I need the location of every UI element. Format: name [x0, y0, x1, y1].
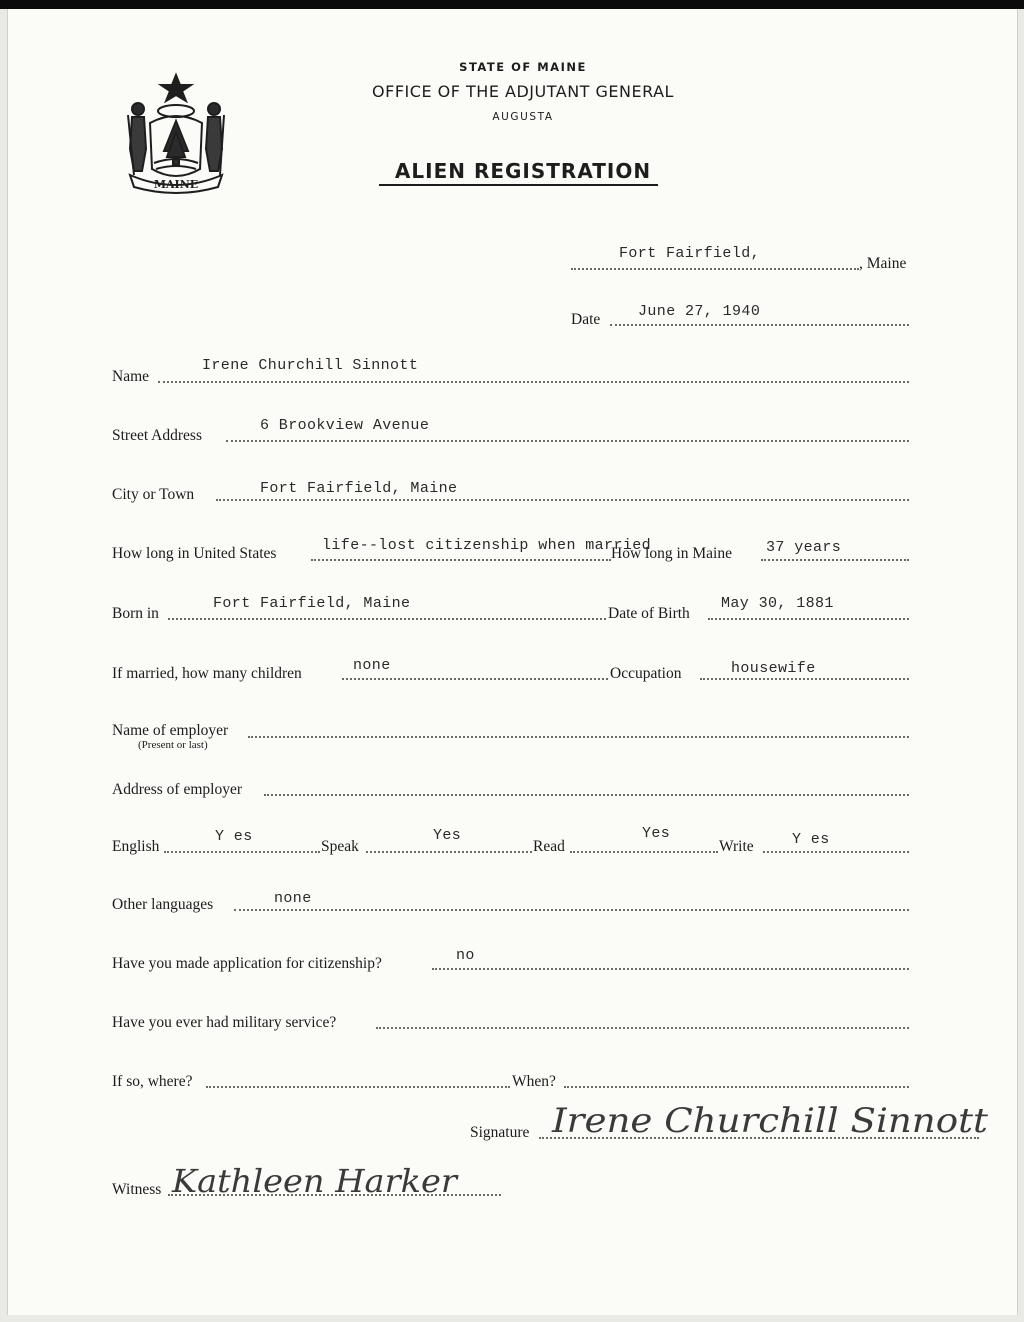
header-office: OFFICE OF THE ADJUTANT GENERAL	[372, 82, 674, 101]
speak-value: Yes	[433, 827, 462, 844]
registration-form-page	[7, 9, 1018, 1315]
svg-text:MAINE: MAINE	[153, 178, 199, 191]
date-label: Date	[571, 311, 601, 328]
state-seal-icon	[120, 71, 232, 195]
when-line	[564, 1086, 909, 1088]
english-line	[164, 851, 320, 853]
employer-name-label: Name of employer	[112, 722, 229, 739]
street-label: Street Address	[112, 427, 202, 444]
employer-address-label: Address of employer	[112, 781, 242, 798]
other-languages-line	[234, 909, 909, 911]
employer-address-line	[264, 794, 909, 796]
when-label: When?	[512, 1073, 556, 1090]
dob-label: Date of Birth	[608, 605, 690, 622]
city-label: City or Town	[112, 486, 195, 503]
date-line	[610, 324, 909, 326]
witness-handwriting	[168, 1154, 468, 1204]
title-underline	[379, 184, 658, 186]
scan-border-top	[0, 0, 1024, 9]
svg-text:Kathleen Harker: Kathleen Harker	[170, 1162, 459, 1200]
street-value: 6 Brookview Avenue	[260, 417, 430, 434]
military-line	[376, 1027, 909, 1029]
occupation-value: housewife	[731, 660, 816, 677]
how-long-us-line	[311, 559, 611, 561]
read-label: Read	[533, 838, 565, 855]
how-long-us-value: life--lost citizenship when married	[322, 537, 652, 554]
where-line	[206, 1086, 510, 1088]
english-value: Y es	[215, 828, 253, 845]
citizenship-app-line	[432, 968, 909, 970]
place-line	[571, 268, 859, 270]
where-label: If so, where?	[112, 1073, 193, 1090]
read-line	[570, 851, 718, 853]
children-value: none	[353, 657, 391, 674]
how-long-maine-label: How long in Maine	[611, 545, 732, 562]
how-long-us-label: How long in United States	[112, 545, 277, 562]
city-line	[216, 499, 909, 501]
place-value: Fort Fairfield,	[619, 245, 761, 262]
street-line	[226, 440, 909, 442]
occupation-line	[700, 678, 909, 680]
name-label: Name	[112, 368, 150, 385]
born-in-label: Born in	[112, 605, 159, 622]
date-value: June 27, 1940	[638, 303, 761, 320]
citizenship-app-value: no	[456, 947, 475, 964]
read-value: Yes	[642, 825, 671, 842]
occupation-label: Occupation	[610, 665, 682, 682]
dob-line	[708, 618, 909, 620]
header-city: AUGUSTA	[492, 111, 554, 123]
children-label: If married, how many children	[112, 665, 302, 682]
other-languages-value: none	[274, 890, 312, 907]
place-suffix: , Maine	[859, 255, 907, 272]
signature-label: Signature	[470, 1124, 530, 1141]
citizenship-app-label: Have you made application for citizenship?	[112, 955, 382, 972]
employer-name-sublabel: (Present or last)	[138, 739, 208, 751]
header-state: STATE OF MAINE	[459, 60, 587, 74]
children-line	[342, 678, 608, 680]
speak-label: Speak	[321, 838, 359, 855]
write-label: Write	[719, 838, 754, 855]
write-value: Y es	[792, 831, 830, 848]
born-in-value: Fort Fairfield, Maine	[213, 595, 411, 612]
english-label: English	[112, 838, 160, 855]
speak-line	[366, 851, 532, 853]
name-value: Irene Churchill Sinnott	[202, 357, 419, 374]
employer-name-line	[248, 736, 909, 738]
born-in-line	[168, 618, 606, 620]
name-line	[158, 381, 909, 383]
form-title: ALIEN REGISTRATION	[394, 159, 652, 183]
military-label: Have you ever had military service?	[112, 1014, 337, 1031]
how-long-maine-line	[761, 559, 909, 561]
witness-label: Witness	[112, 1181, 162, 1198]
signature-handwriting	[548, 1094, 998, 1144]
other-languages-label: Other languages	[112, 896, 214, 913]
svg-text:Irene Churchill Sinnott: Irene Churchill Sinnott	[550, 1101, 989, 1141]
dob-value: May 30, 1881	[721, 595, 834, 612]
city-value: Fort Fairfield, Maine	[260, 480, 458, 497]
how-long-maine-value: 37 years	[766, 539, 842, 556]
write-line	[763, 851, 909, 853]
